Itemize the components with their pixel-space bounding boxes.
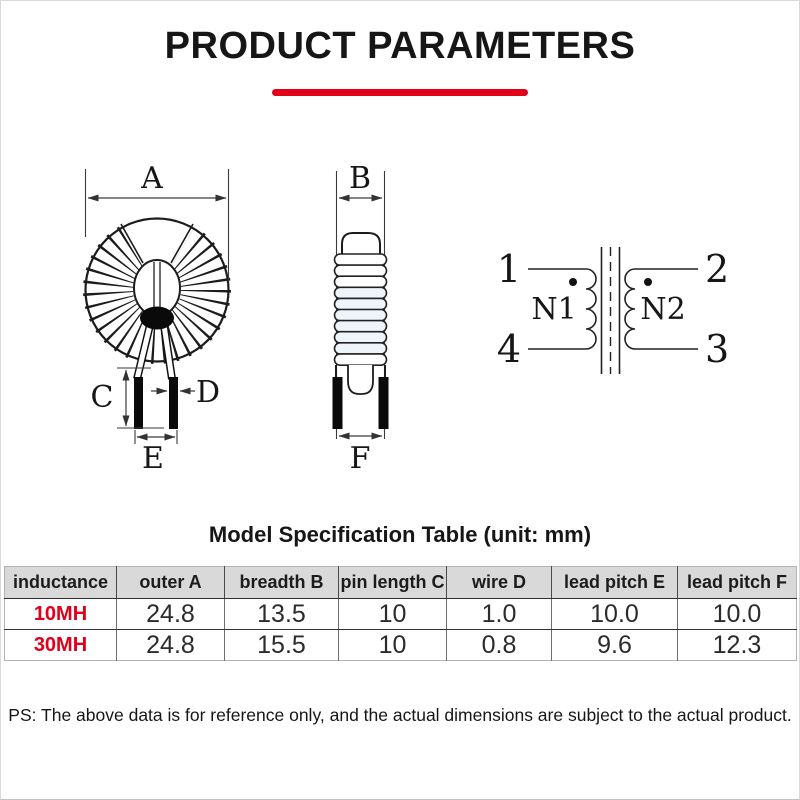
col-header-inductance: inductance xyxy=(5,567,117,599)
table-row xyxy=(5,630,797,661)
schematic-pin-1: 1 xyxy=(496,247,521,291)
page-title: PRODUCT PARAMETERS xyxy=(164,25,636,67)
coil-turns xyxy=(335,254,387,365)
model-10mh-label: 10MH xyxy=(5,599,117,630)
spec-table-heading: Model Specification Table (unit: mm) xyxy=(208,522,592,547)
winding-schematic xyxy=(497,247,729,374)
polarity-dot-n1 xyxy=(569,278,577,286)
front-right-lead xyxy=(169,377,178,429)
schematic-pin-4: 4 xyxy=(496,327,521,371)
schematic-pin-2: 2 xyxy=(705,247,730,291)
winding-n2-coil xyxy=(625,269,635,349)
dim-label-f: F xyxy=(349,441,371,476)
dim-label-e: E xyxy=(142,441,164,476)
col-header-breadth-b: breadth B xyxy=(225,567,339,599)
coil-bottom-bend xyxy=(348,365,373,394)
col-header-outer-a: outer A xyxy=(117,567,225,599)
title-underline-bar xyxy=(272,89,528,96)
col-header-wire-d: wire D xyxy=(447,567,552,599)
reference-note: PS: The above data is for reference only, and the actual dimensions are subject to the actual product. xyxy=(8,705,792,725)
cell-value: 9.6 xyxy=(552,630,678,661)
cell-value: 24.8 xyxy=(117,599,225,630)
specification-table xyxy=(4,566,797,661)
wire-exit-node xyxy=(140,307,174,330)
cell-value: 10.0 xyxy=(552,599,678,630)
cell-value: 10 xyxy=(339,630,447,661)
cell-value: 10 xyxy=(339,599,447,630)
dim-label-b: B xyxy=(348,161,372,196)
cell-value: 15.5 xyxy=(225,630,339,661)
col-header-lead-pitch-f: lead pitch F xyxy=(678,567,797,599)
winding-n1-coil xyxy=(586,269,596,349)
cell-value: 10.0 xyxy=(678,599,797,630)
winding-n2-label: N2 xyxy=(640,292,686,327)
winding-n1-label: N1 xyxy=(531,292,577,327)
toroid-front-view xyxy=(86,161,229,476)
side-left-lead xyxy=(333,377,343,429)
cell-value: 0.8 xyxy=(447,630,552,661)
model-30mh-label: 30MH xyxy=(33,633,88,656)
polarity-dot-n2 xyxy=(644,278,652,286)
cell-value: 12.3 xyxy=(678,630,797,661)
col-header-pin-length-c: pin length C xyxy=(339,567,447,599)
cell-value: 1.0 xyxy=(447,599,552,630)
table-row xyxy=(5,599,797,630)
dimension-diagram xyxy=(1,141,800,486)
front-left-lead xyxy=(134,377,143,429)
side-right-lead xyxy=(379,377,389,429)
dim-label-d: D xyxy=(195,375,221,410)
table-header-row xyxy=(5,567,797,599)
cell-value: 13.5 xyxy=(225,599,339,630)
schematic-pin-3: 3 xyxy=(705,327,730,371)
cell-value: 24.8 xyxy=(117,630,225,661)
col-header-lead-pitch-e: lead pitch E xyxy=(552,567,678,599)
coil-side-view xyxy=(333,161,389,476)
dim-label-c: C xyxy=(90,380,114,415)
coil-top-loop xyxy=(342,233,380,256)
dim-label-a: A xyxy=(141,161,163,196)
